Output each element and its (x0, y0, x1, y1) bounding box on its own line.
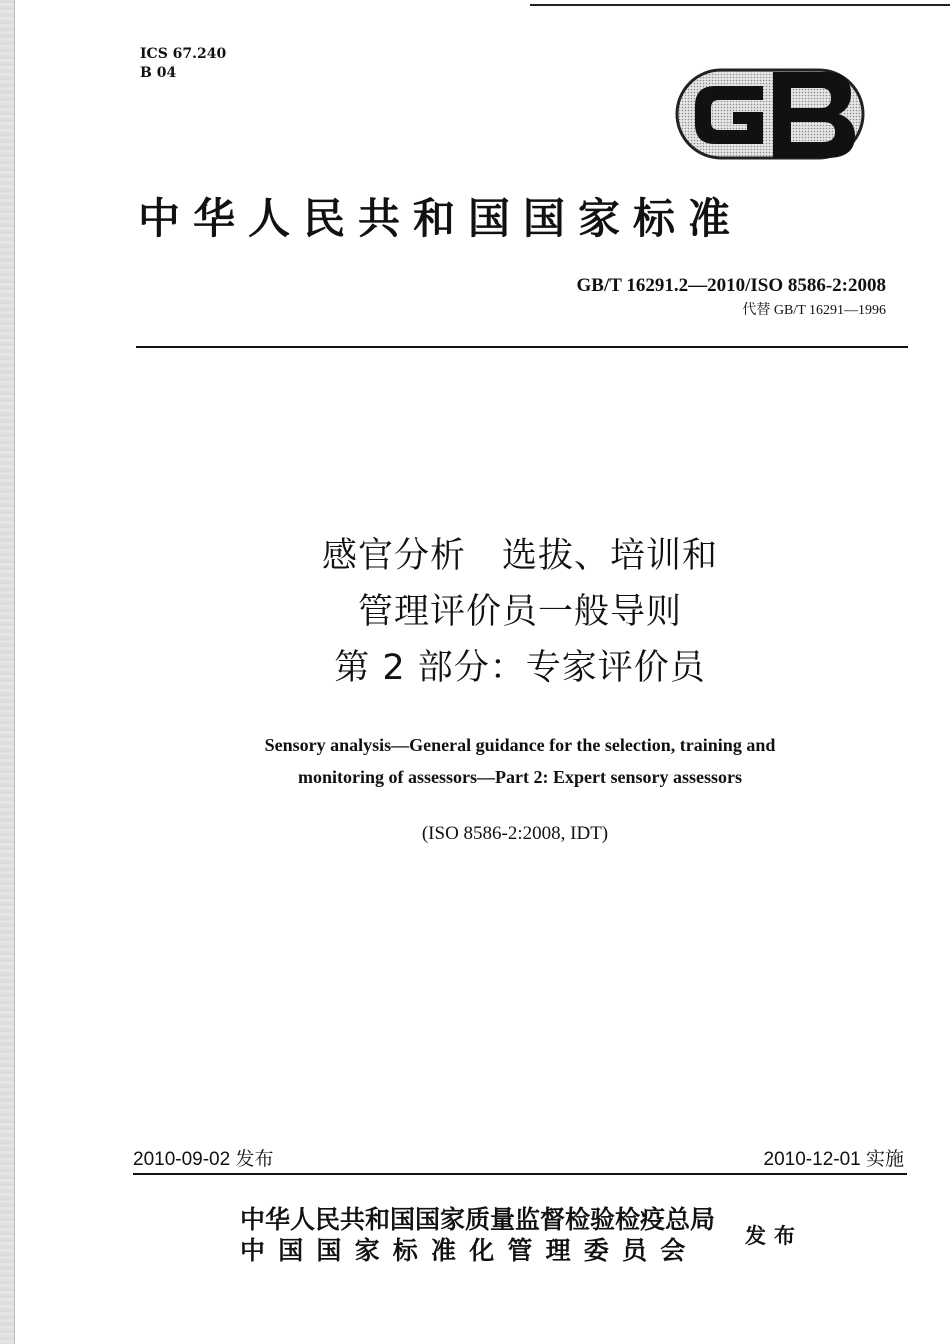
issue-date: 2010-09-02 发布 (133, 1149, 274, 1170)
footer-rule (133, 1173, 907, 1175)
chinese-title-line-3: 第 2 部分：专家评价员 (334, 648, 706, 688)
authority-line-1: 中华人民共和国国家质量监督检验检疫总局 (240, 1205, 716, 1234)
gb-logo-icon (675, 64, 865, 164)
chinese-title (0, 528, 950, 696)
top-rule (530, 4, 950, 6)
authority-line-2: 中国国家标准化管理委员会 (240, 1236, 699, 1265)
english-title (0, 729, 950, 793)
ccs-code: B 04 (140, 65, 177, 81)
issuing-authorities (240, 1204, 715, 1266)
organization-title: 中华人民共和国国家标准 (138, 194, 744, 243)
classification-codes (140, 45, 226, 83)
header-rule (136, 346, 908, 348)
english-title-line-2: monitoring of assessors—Part 2: Expert sensory assessors (298, 767, 742, 787)
standard-number: GB/T 16291.2—2010/ISO 8586-2:2008 (576, 275, 886, 296)
chinese-title-line-1: 感官分析 选拔、培训和 (321, 536, 718, 576)
implementation-date: 2010-12-01 实施 (763, 1149, 904, 1170)
iso-reference: (ISO 8586-2:2008, IDT) (421, 823, 609, 844)
chinese-title-line-2: 管理评价员一般导则 (357, 592, 682, 632)
publish-label: 发布 (745, 1223, 803, 1248)
replaces-standard: 代替 GB/T 16291—1996 (742, 303, 886, 318)
english-title-line-1: Sensory analysis—General guidance for the selection, training and (264, 735, 776, 755)
ics-code: ICS 67.240 (140, 46, 227, 62)
